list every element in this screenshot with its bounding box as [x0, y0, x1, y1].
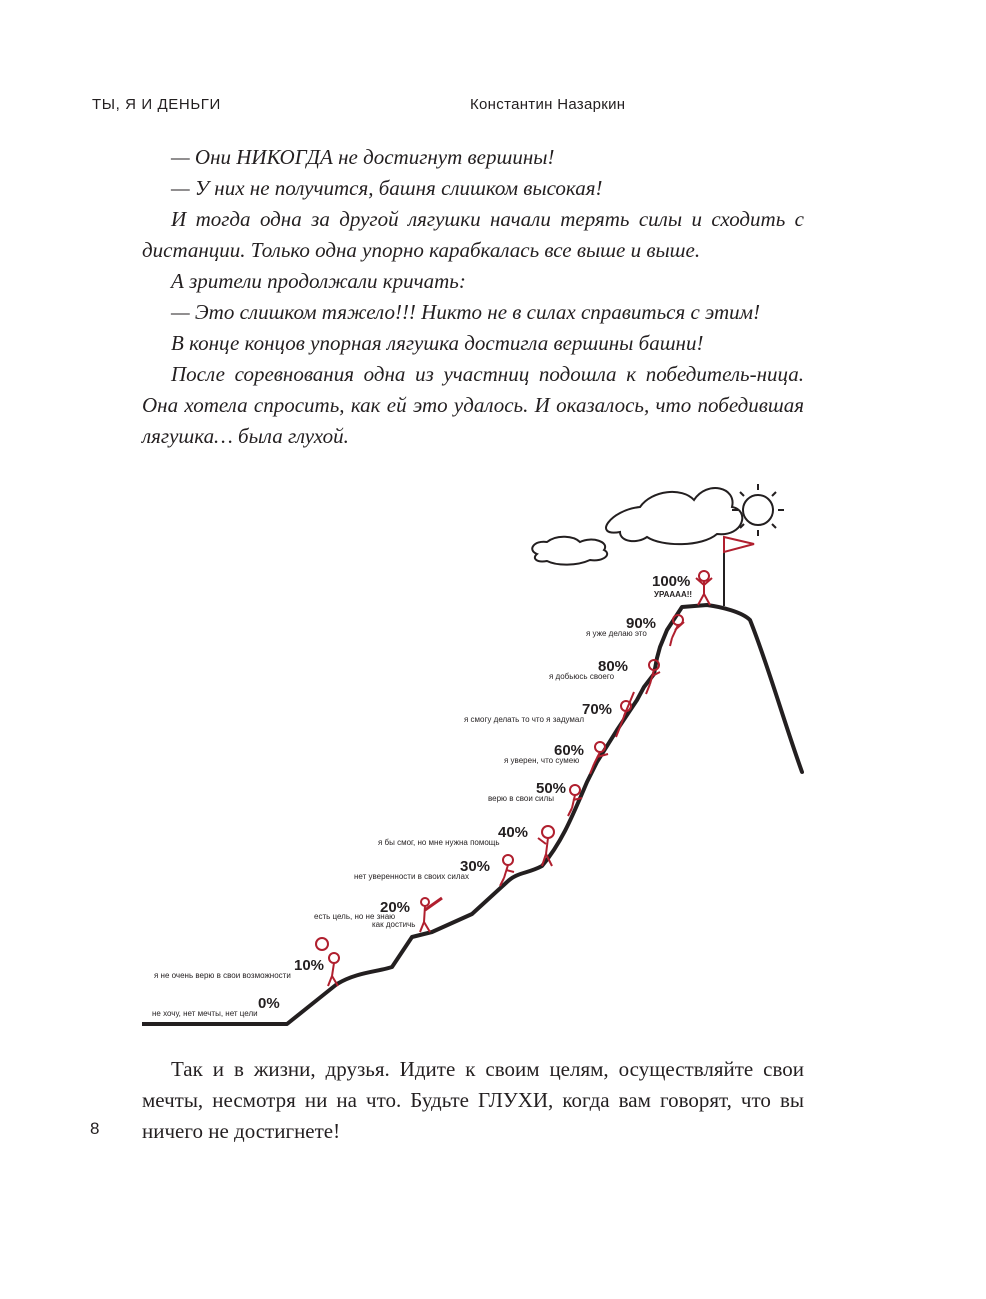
- stage-50-caption: верю в свои силы: [488, 794, 554, 803]
- mountain-svg: [142, 462, 804, 1034]
- climber-100-icon: [696, 571, 712, 605]
- stage-30-percent: 30%: [460, 858, 491, 875]
- stage-80-caption: я добьюсь своего: [549, 672, 615, 681]
- stage-0-percent: 0%: [258, 995, 280, 1012]
- author-name: Константин Назаркин: [470, 96, 626, 113]
- motivation-mountain-illustration: [142, 462, 804, 1034]
- stage-30-caption: нет уверенности в своих силах: [354, 872, 469, 881]
- stage-70-caption: я смогу делать то что я задумал: [464, 715, 585, 724]
- summit-flag-icon: [724, 537, 754, 606]
- page-number: 8: [90, 1119, 100, 1138]
- story-line-7: После соревнования одна из участниц подошла к победитель-ница. Она хотела спросить, как ей это удалось. И оказалось, что победившая лягушка… была глухой.: [142, 362, 804, 448]
- mountain-path: [142, 605, 802, 1024]
- closing-paragraph: [142, 1054, 804, 1147]
- stage-90-caption: я уже делаю это: [586, 629, 647, 638]
- stage-10-caption: я не очень верю в свои возможности: [154, 971, 291, 980]
- closing-text: Так и в жизни, друзья. Идите к своим целям, осуществляйте свои мечты, несмотря ни на что. Будьте ГЛУХИ, когда вам говорят, что вы ничего не достигнете!: [142, 1057, 804, 1143]
- story-line-6: В конце концов упорная лягушка достигла вершины башни!: [171, 331, 704, 355]
- stage-60-caption: я уверен, что сумею: [504, 756, 580, 765]
- story-line-4: А зрители продолжали кричать:: [171, 269, 466, 293]
- stage-40-caption: я бы смог, но мне нужна помощь: [378, 838, 500, 847]
- story-text: [142, 142, 804, 452]
- story-line-2: — У них не получится, башня слишком высокая!: [171, 176, 603, 200]
- stage-40-percent: 40%: [498, 824, 529, 841]
- stage-100-percent: 100%: [652, 573, 691, 590]
- stage-20-percent: 20%: [380, 899, 411, 916]
- book-title: ТЫ, Я И ДЕНЬГИ: [92, 96, 221, 113]
- stage-20-caption: есть цель, но не знаю: [314, 912, 396, 921]
- climber-70-icon: [616, 692, 634, 737]
- stage-20-caption-line2: как достичь: [372, 920, 416, 929]
- stage-0-caption: не хочу, нет мечты, нет цели: [152, 1009, 258, 1018]
- stage-70-percent: 70%: [582, 701, 613, 718]
- story-line-3: И тогда одна за другой лягушки начали терять силы и сходить с дистанции. Только одна упорно карабкалась все выше и выше.: [142, 207, 804, 262]
- stage-80-percent: 80%: [598, 658, 629, 675]
- stage-90-percent: 90%: [626, 615, 657, 632]
- stage-100-caption: УРАААА!!: [654, 590, 693, 599]
- stage-10-percent: 10%: [294, 957, 325, 974]
- story-line-5: — Это слишком тяжело!!! Никто не в силах справиться с этим!: [171, 300, 761, 324]
- climber-80-icon: [646, 660, 660, 694]
- climber-90-icon: [670, 615, 684, 646]
- stage-50-percent: 50%: [536, 780, 567, 797]
- cloud-icon: [606, 488, 742, 544]
- stage-60-percent: 60%: [554, 742, 585, 759]
- small-cloud-icon: [532, 537, 607, 565]
- story-line-1: — Они НИКОГДА не достигнут вершины!: [171, 145, 555, 169]
